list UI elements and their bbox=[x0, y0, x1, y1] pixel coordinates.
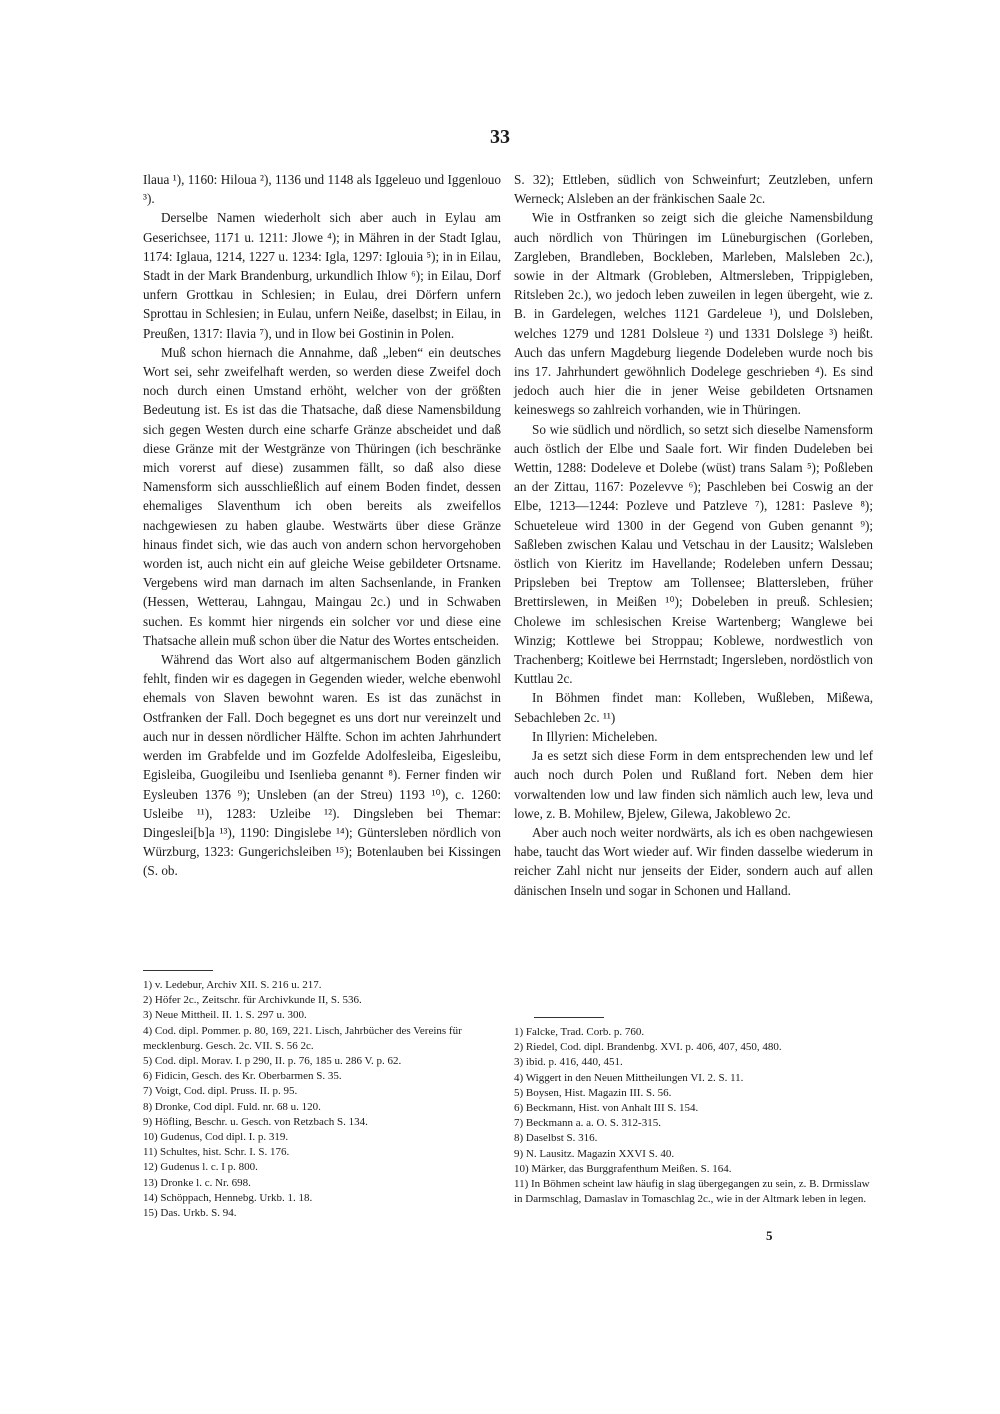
footnote: 7) Voigt, Cod. dipl. Pruss. II. p. 95. bbox=[143, 1085, 298, 1098]
paragraph: Derselbe Namen wiederholt sich aber auch in Eylau am Geserichsee, 1171 u. 1211: Jlowe ⁴); in Mähren in der Stadt Iglau, 1174: Iglaua, 1214, 1227 u. 1234: Igla, 1297: Iglouia ⁵); in in Eilau, Stadt in der Mark Brandenburg, urkundlich Ihlow ⁶); in Eilau, Dorf unfern Grottkau in Schlesien; in Eulau, drei Dörfern unfern Sprottau in Schlesien; in Eulau, unfern Neiße, daselbst; in Eilau, in Preußen, 1317: Ilavia ⁷), und in Ilow bei Gostinin in Polen. bbox=[143, 210, 501, 341]
footnote: 1) v. Ledebur, Archiv XII. S. 216 u. 217. bbox=[143, 979, 322, 991]
footnotes-left bbox=[143, 970, 501, 1221]
footnote: 4) Wiggert in den Neuen Mittheilungen VI. 2. S. 11. bbox=[514, 1071, 744, 1084]
paragraph: In Illyrien: Micheleben. bbox=[532, 728, 658, 744]
footnote: 6) Fidicin, Gesch. des Kr. Oberbarmen S. 35. bbox=[143, 1070, 342, 1083]
footnote: 4) Cod. dipl. Pommer. p. 80, 169, 221. Lisch, Jahrbücher des Vereins für mecklenburg. Gesch. 2c. VII. S. 56 2c. bbox=[143, 1024, 462, 1052]
footnote: 2) Höfer 2c., Zeitschr. für Archivkunde II, S. 536. bbox=[143, 994, 362, 1007]
signature-mark: 5 bbox=[766, 1228, 773, 1243]
footnote: 13) Dronke l. c. Nr. 698. bbox=[143, 1176, 251, 1189]
footnote: 5) Cod. dipl. Morav. I. p 290, II. p. 76, 185 u. 286 V. p. 62. bbox=[143, 1055, 402, 1068]
footnote: 10) Märker, das Burggrafenthum Meißen. S. 164. bbox=[514, 1162, 732, 1175]
footnote: 6) Beckmann, Hist. von Anhalt III S. 154. bbox=[514, 1102, 699, 1115]
footnote: 11) In Böhmen scheint law häufig in slag übergegangen zu sein, z. B. Drmisslaw in Darmschlag, Damaslav in Tomaschlag 2c., wie in der Altmark leben in legen. bbox=[514, 1178, 870, 1206]
paragraph: Aber auch noch weiter nordwärts, als ich es oben nachgewiesen habe, taucht das Wort wieder auf. Wir finden dasselbe wiederum in reicher Zahl nicht nur jenseits der Eider, sondern auch auf allen dänischen Inseln und sogar in Schonen und Halland. bbox=[514, 824, 873, 898]
footnote: 7) Beckmann a. a. O. S. 312-315. bbox=[514, 1117, 661, 1130]
paragraph: So wie südlich und nördlich, so setzt sich dieselbe Namensform auch östlich der Elbe und Saale fort. Wir finden Dudeleben bei Wettin, 1288: Dodeleve et Dolebe (wüst) trans Salam ⁵); Poßleben an der Zittau, 1167: Pozelevve ⁶); Paschleben bei Coswig an der Elbe, 1213—1244: Pozleve und Patzleve ⁷), 1281: Pasleve ⁸); Schueteleue wird 1300 in der Gegend von Guben genannt ⁹); Saßleben zwischen Kalau und Vetschau in der Lausitz; Walsleben östlich von Kieritz im Havellande; Rodeleben unfern Dessau; Pripsleben bei Treptow am Tollensee; Blattersleben, früher Brettirslewen, in Meißen ¹⁰); Dobeleben in preuß. Schlesien; Cholewe im schlesischen Kreise Wartenberg; Wanglewe bei Winzig; Kottlewe bei Stroppau; Koblewe, nordwestlich von Trachenberg; Koitlewe bei Herrnstadt; Ingersleben, nordöstlich von Kuttlau 2c. bbox=[514, 421, 873, 687]
footnote: 3) Neue Mittheil. II. 1. S. 297 u. 300. bbox=[143, 1009, 307, 1022]
footnote: 9) N. Lausitz. Magazin XXVI S. 40. bbox=[514, 1147, 675, 1160]
paragraph: Ja es setzt sich diese Form in dem entsprechenden lew und lef auch noch durch Polen und Rußland fort. Neben dem hier vorwaltenden low und law finden sich nämlich auch lew, leva und lowe, z. B. Mohilew, Bjelew, Gilewa, Jakoblewo 2c. bbox=[514, 748, 873, 821]
footnotes-right bbox=[514, 1017, 873, 1207]
footnote: 1) Falcke, Trad. Corb. p. 760. bbox=[514, 1026, 645, 1038]
footnote: 14) Schöppach, Hennebg. Urkb. 1. 18. bbox=[143, 1191, 313, 1204]
paragraph: In Böhmen findet man: Kolleben, Wußleben, Mißewa, Sebachleben 2c. ¹¹) bbox=[514, 690, 873, 725]
footnote-rule bbox=[534, 1017, 604, 1018]
left-column bbox=[143, 170, 501, 881]
footnote: 15) Das. Urkb. S. 94. bbox=[143, 1207, 237, 1220]
footnote: 10) Gudenus, Cod dipl. I. p. 319. bbox=[143, 1131, 289, 1144]
footnote: 3) ibid. p. 416, 440, 451. bbox=[514, 1056, 623, 1069]
footnote: 2) Riedel, Cod. dipl. Brandenbg. XVI. p. 406, 407, 450, 480. bbox=[514, 1041, 782, 1054]
footnote: 11) Schultes, hist. Schr. I. S. 176. bbox=[143, 1146, 290, 1159]
footnote: 8) Daselbst S. 316. bbox=[514, 1132, 598, 1145]
footnote: 9) Höfling, Beschr. u. Gesch. von Retzbach S. 134. bbox=[143, 1115, 368, 1128]
right-column bbox=[514, 170, 873, 900]
paragraph: Ilaua ¹), 1160: Hiloua ²), 1136 und 1148 als Iggeleuo und Iggenlouo ³). bbox=[143, 172, 501, 207]
footnote: 8) Dronke, Cod dipl. Fuld. nr. 68 u. 120. bbox=[143, 1100, 321, 1113]
paragraph: S. 32); Ettleben, südlich von Schweinfurt; Zeutzleben, unfern Werneck; Alsleben an der fränkischen Saale 2c. bbox=[514, 172, 873, 207]
paragraph: Wie in Ostfranken so zeigt sich die gleiche Namensbildung auch nördlich von Thüringen im Lüneburgischen (Gorleben, Zargleben, Brandleben, Bockleben, Marleben, Malsleben 2c.), sowie in der Altmark (Grobleben, Altmersleben, Trippigleben, Ritsleben 2c.), wo jedoch leben zuweilen in legen übergeht, wie z. B. in Gardelegen, welches 1121 Gardeleue ¹), und Dolsleben, welches 1279 und 1281 Dolsleue ²) und 1331 Dolslege ³) heißt. Auch das unfern Magdeburg liegende Dodeleben wurde noch bis ins 17. Jahrhundert gewöhnlich Dodelege geschrieben ⁴). Es sind jedoch auch hier die in jener Weise gebildeten Ortsnamen keineswegs so zahlreich vorhanden, wie in Thüringen. bbox=[514, 210, 873, 418]
paragraph: Während das Wort also auf altgermanischem Boden gänzlich fehlt, finden wir es dagegen in Gegenden wieder, welche ebenwohl ehemals von Slaven bewohnt waren. Es ist das zunächst in Ostfranken der Fall. Doch begegnet es uns dort nur vereinzelt und auch nur in dessen nördlicher Hälfte. Schon im achten Jahrhundert werden im Grabfelde und im Gozfelde Adolfesleiba, Eigesleibu, Egisleiba, Guogileibu und Isenlieba genannt ⁸). Ferner finden wir Eysleuben 1376 ⁹); Unsleben (an der Streu) 1193 ¹⁰), c. 1260: Usleibe ¹¹), 1283: Uzleibe ¹²). Dingsleben bei Themar: Dingeslei[b]a ¹³), 1190: Dingislebe ¹⁴); Güntersleben nördlich von Würzburg, 1323: Gungerichsleiben ¹⁵); Botenlauben bei Kissingen (S. ob. bbox=[143, 652, 501, 879]
footnote-rule bbox=[143, 970, 213, 971]
footnote: 12) Gudenus l. c. I p. 800. bbox=[143, 1161, 258, 1174]
footnote: 5) Boysen, Hist. Magazin III. S. 56. bbox=[514, 1086, 672, 1099]
page-number: 33 bbox=[490, 126, 510, 148]
paragraph: Muß schon hiernach die Annahme, daß „leben“ ein deutsches Wort sei, sehr zweifelhaft werden, so werden diese Zweifel doch noch durch einen Umstand erhöht, welcher von der größten Bedeutung ist. Es ist das die Thatsache, daß diese Namensbildung sich gegen Westen durch eine scharfe Gränze abscheidet und daß diese Gränze mit der Westgränze von Thüringen (ich beschränke mich vorerst auf diese) zusammen fällt, so daß also diese Namensform sich ausschließlich auf einem Boden findet, dessen ehemaliges Slaventhum ich oben bereits als zweifellos nachgewiesen zu haben glaube. Westwärts über diese Gränze hinaus findet sich, wie das auch von andern schon hervorgehoben worden ist, auch nicht ein auf gleiche Weise gebildeter Ortsname. Vergebens wird man darnach im alten Sachsenlande, in Franken (Hessen, Wetterau, Lahngau, Maingau 2c.) und in Schwaben suchen. Es kommt hier nirgends ein solcher vor und diese eine Thatsache allein muß schon über die Natur des Wortes entscheiden. bbox=[143, 344, 501, 648]
